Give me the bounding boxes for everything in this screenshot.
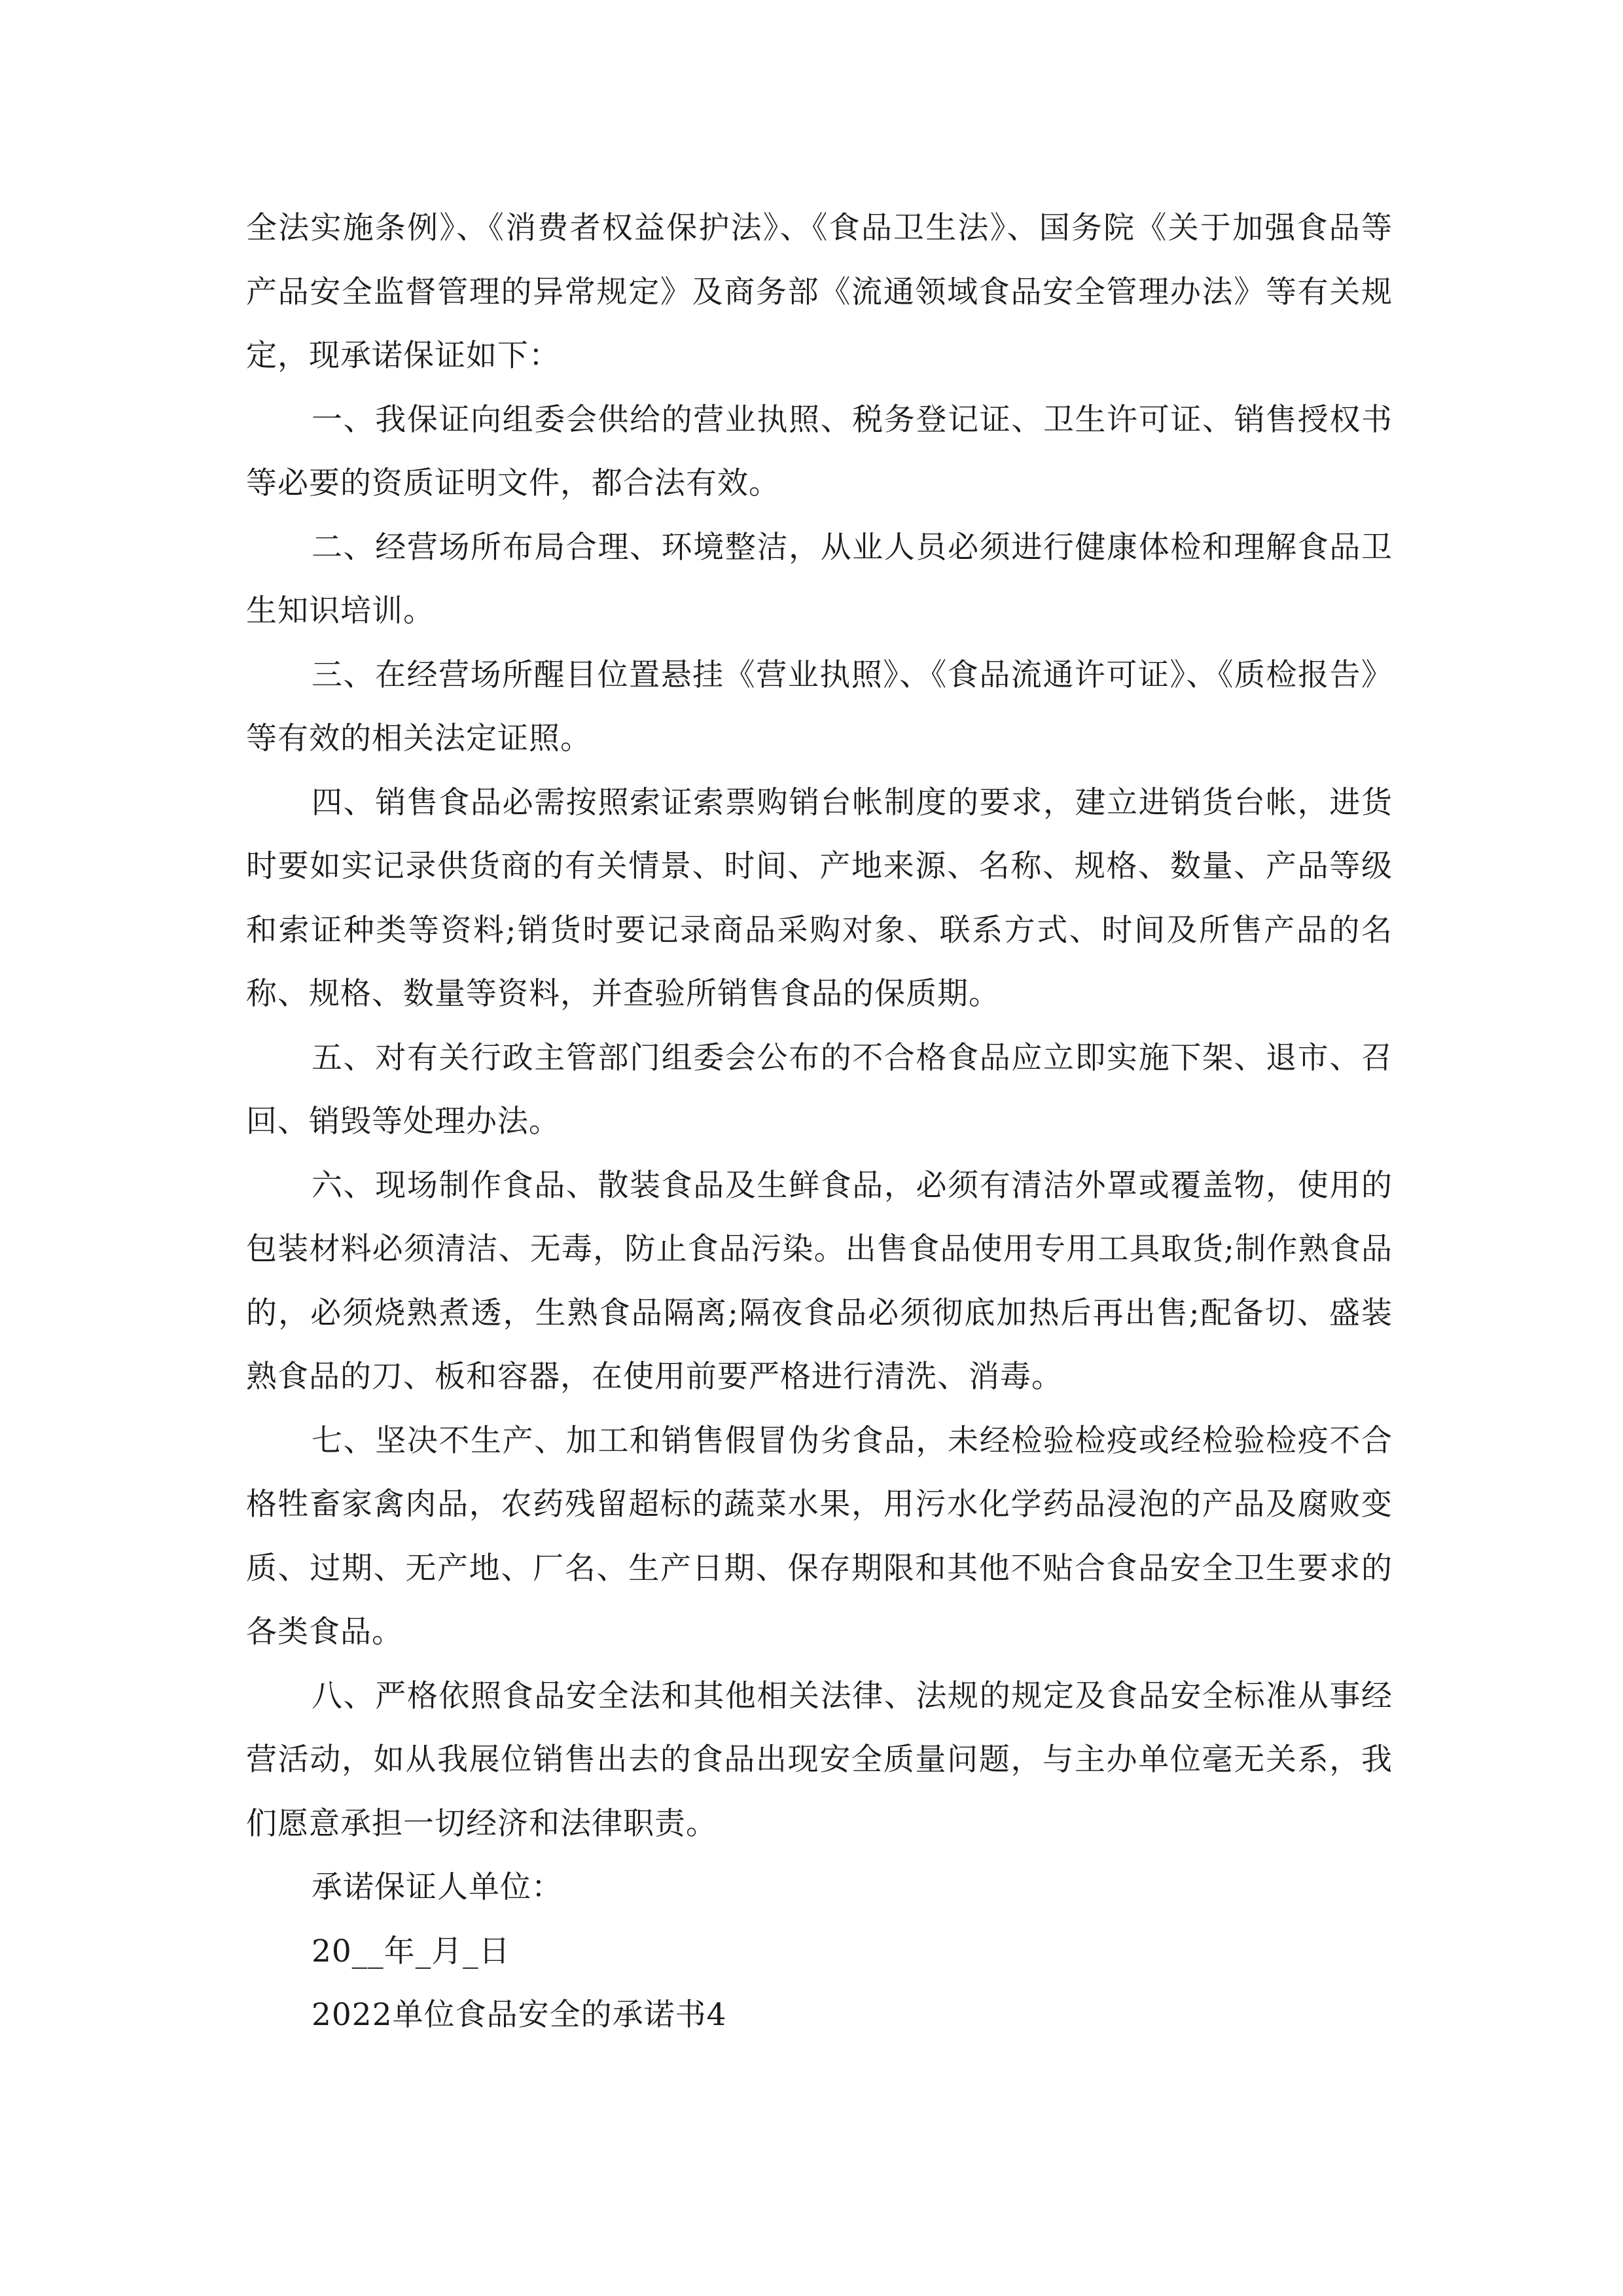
- commitment-item-6: 六、现场制作食品、散装食品及生鲜食品，必须有清洁外罩或覆盖物，使用的包装材料必须清洁、无毒，防止食品污染。出售食品使用专用工具取货;制作熟食品的，必须烧熟煮透，生熟食品隔离;隔夜食品必须彻底加热后再出售;配备切、盛装熟食品的刀、板和容器，在使用前要严格进行清洗、消毒。: [246, 1167, 1393, 1395]
- commitment-item-1: 一、我保证向组委会供给的营业执照、税务登记证、卫生许可证、销售授权书等必要的资质证明文件，都合法有效。: [246, 401, 1393, 501]
- document-body: [246, 196, 1393, 2047]
- commitment-item-2: 二、经营场所布局合理、环境整洁，从业人员必须进行健康体检和理解食品卫生知识培训。: [246, 529, 1393, 629]
- commitment-item-4: 四、销售食品必需按照索证索票购销台帐制度的要求，建立进销货台帐，进货时要如实记录供货商的有关情景、时间、产地来源、名称、规格、数量、产品等级和索证种类等资料;销货时要记录商品采购对象、联系方式、时间及所售产品的名称、规格、数量等资料，并查验所销售食品的保质期。: [246, 784, 1393, 1012]
- signature-unit-label: 承诺保证人单位：: [312, 1869, 563, 1905]
- commitment-item-8: 八、严格依照食品安全法和其他相关法律、法规的规定及食品安全标准从事经营活动，如从我展位销售出去的食品出现安全质量问题，与主办单位毫无关系，我们愿意承担一切经济和法律职责。: [246, 1677, 1393, 1842]
- commitment-item-5: 五、对有关行政主管部门组委会公布的不合格食品应立即实施下架、退市、召回、销毁等处理办法。: [246, 1039, 1393, 1139]
- commitment-item-7: 七、坚决不生产、加工和销售假冒伪劣食品，未经检验检疫或经检验检疫不合格牲畜家禽肉品，农药残留超标的蔬菜水果，用污水化学药品浸泡的产品及腐败变质、过期、无产地、厂名、生产日期、保存期限和其他不贴合食品安全卫生要求的各类食品。: [246, 1422, 1393, 1650]
- opening-paragraph: 全法实施条例》、《消费者权益保护法》、《食品卫生法》、国务院《关于加强食品等产品安全监督管理的异常规定》及商务部《流通领域食品安全管理办法》等有关规定，现承诺保证如下：: [246, 210, 1393, 374]
- commitment-item-3: 三、在经营场所醒目位置悬挂《营业执照》、《食品流通许可证》、《质检报告》等有效的相关法定证照。: [246, 656, 1393, 757]
- date-line: 20__年_月_日: [312, 1933, 510, 1969]
- next-section-heading: 2022单位食品安全的承诺书4: [312, 1997, 727, 2033]
